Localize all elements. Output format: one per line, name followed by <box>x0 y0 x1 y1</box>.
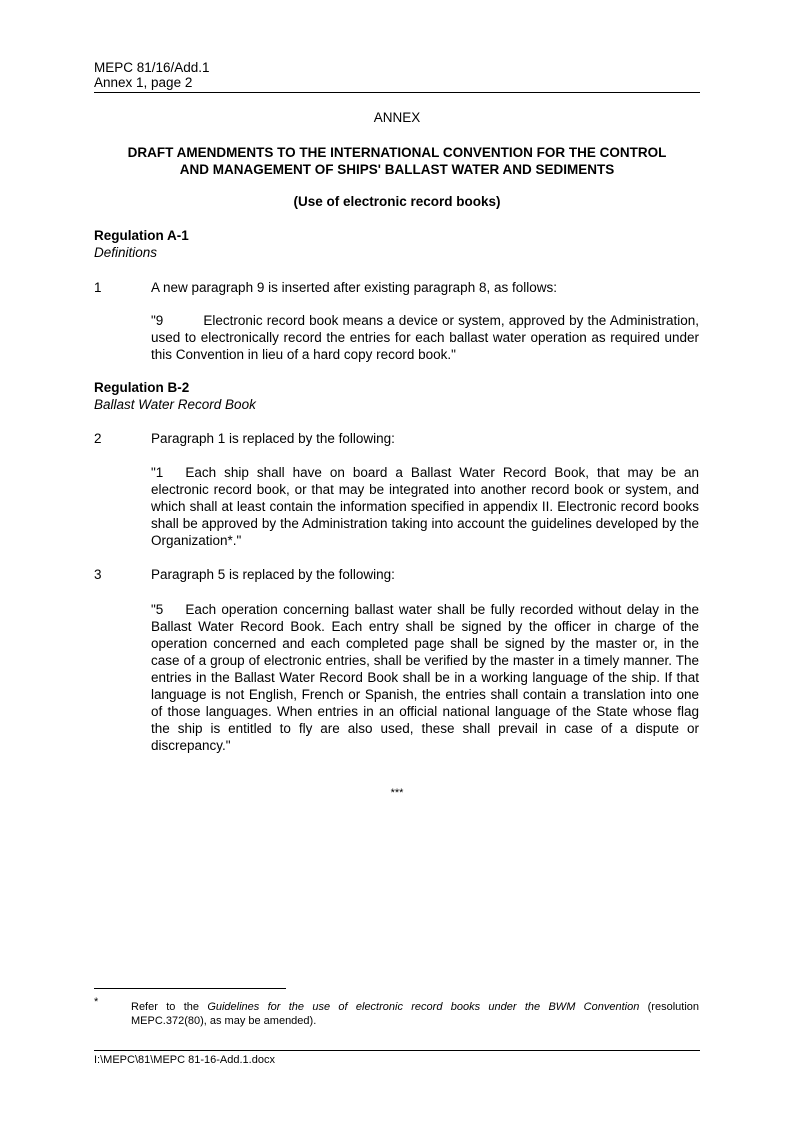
paragraph-number: 1 <box>94 280 102 295</box>
quote-text: Electronic record book means a device or system, approved by the Administration, used to electronically record the entries for each ballast water operation as required under this Convention in lieu of a hard copy record book." <box>151 313 699 362</box>
page-reference: Annex 1, page 2 <box>94 75 193 90</box>
amendment-quote <box>151 312 699 363</box>
paragraph-text: Paragraph 1 is replaced by the following: <box>151 431 395 446</box>
title-line-2: AND MANAGEMENT OF SHIPS' BALLAST WATER AND SEDIMENTS <box>179 162 615 177</box>
document-subtitle: (Use of electronic record books) <box>293 194 501 209</box>
footer-rule <box>94 1050 700 1051</box>
footnote-text <box>131 1000 699 1028</box>
regulation-subheading: Ballast Water Record Book <box>94 397 256 412</box>
document-title <box>94 144 700 178</box>
footnote-guidelines-title: Guidelines for the use of electronic record books under the BWM Convention <box>207 1001 640 1013</box>
amendment-quote <box>151 464 699 549</box>
annex-label: ANNEX <box>373 110 421 125</box>
paragraph-number: 2 <box>94 431 102 446</box>
regulation-subheading: Definitions <box>94 245 158 260</box>
regulation-heading: Regulation B-2 <box>94 380 190 395</box>
quote-number: "1 <box>151 465 164 480</box>
paragraph-text: A new paragraph 9 is inserted after existing paragraph 8, as follows: <box>151 280 557 295</box>
footnote-mark: * <box>94 996 99 1008</box>
amendment-quote <box>151 601 699 754</box>
section-separator: *** <box>390 787 404 799</box>
regulation-heading: Regulation A-1 <box>94 228 189 243</box>
quote-text: Each ship shall have on board a Ballast Water Record Book, that may be an electronic record book, or that may be integrated into another record book or system, and which shall at least contain the information specified in appendix II. Electronic record books shall be approved by the Administration taking into account the guidelines developed by the Organization*." <box>151 465 699 548</box>
title-line-1: DRAFT AMENDMENTS TO THE INTERNATIONAL CONVENTION FOR THE CONTROL <box>127 145 667 160</box>
file-path: I:\MEPC\81\MEPC 81-16-Add.1.docx <box>94 1054 275 1066</box>
footnote-prefix: Refer to the <box>131 1001 208 1013</box>
quote-text: Each operation concerning ballast water shall be fully recorded without delay in the Ballast Water Record Book. Each entry shall be signed by the officer in charge of the operation concerned and each completed page shall be signed by the master or, in the case of a group of electronic entries, shall be verified by the master in a timely manner. The entries in the Ballast Water Record Book shall be in a working language of the ship. If that language is not English, French or Spanish, the entries shall contain a translation into one of those languages. When entries in an official national language of the State whose flag the ship is entitled to fly are also used, these shall prevail in case of a dispute or discrepancy." <box>151 602 699 753</box>
footnote-rule <box>94 988 286 989</box>
quote-number: "9 <box>151 313 164 328</box>
quote-number: "5 <box>151 602 164 617</box>
paragraph-number: 3 <box>94 567 102 582</box>
header-rule <box>94 92 700 93</box>
paragraph-text: Paragraph 5 is replaced by the following: <box>151 567 395 582</box>
footnote-suffix: (resolution MEPC.372(80), as may be amended). <box>131 1001 699 1027</box>
document-reference: MEPC 81/16/Add.1 <box>94 60 210 75</box>
